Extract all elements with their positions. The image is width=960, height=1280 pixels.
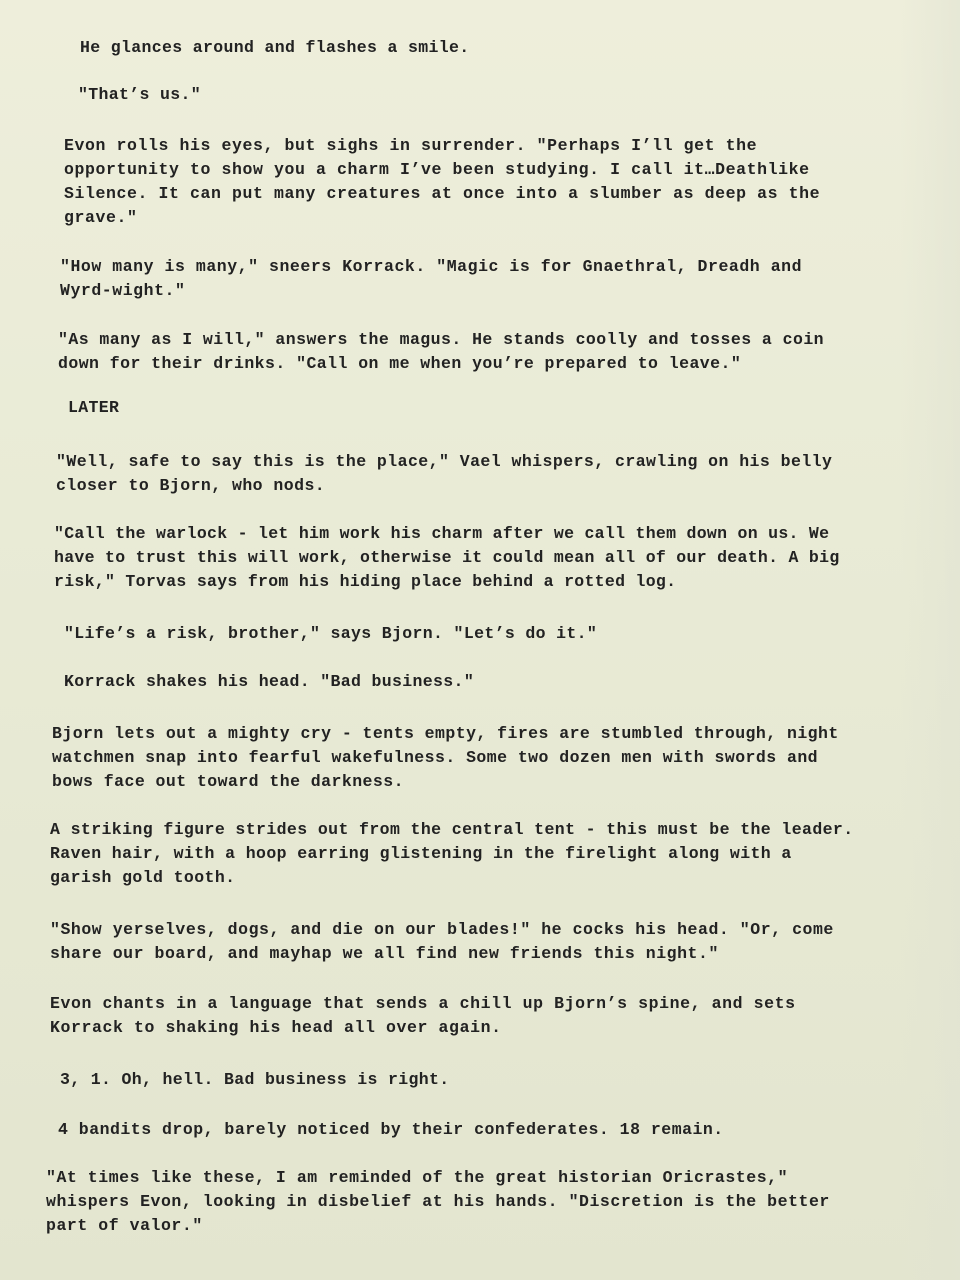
paragraph-3: Evon rolls his eyes, but sighs in surrender. "Perhaps I’ll get the opportunity to show you a charm I’ve been studying. I call it…Deathlike Silence. It can put many creatures at once into a slumber as deep as the grave."	[64, 136, 821, 227]
page-edge-shadow	[900, 0, 960, 1280]
paragraph-12: A striking figure strides out from the central tent - this must be the leader. Raven hair, with a hoop earring glistening in the firelight along with a garish gold tooth.	[50, 820, 854, 887]
paragraph-10: Korrack shakes his head. "Bad business."	[64, 672, 475, 691]
paragraph-8: "Call the warlock - let him work his charm after we call them down on us. We have to trust this will work, otherwise it could mean all of our death. A big risk," Torvas says from his hiding place behind a rotted log.	[54, 524, 840, 591]
paragraph-11: Bjorn lets out a mighty cry - tents empty, fires are stumbled through, night watchmen snap into fearful wakefulness. Some two dozen men with swords and bows face out toward the darkness.	[52, 724, 839, 791]
paragraph-4: "How many is many," sneers Korrack. "Magic is for Gnaethral, Dreadh and Wyrd-wight."	[60, 257, 803, 300]
paragraph-1: He glances around and flashes a smile.	[80, 38, 470, 57]
paragraph-9: "Life’s a risk, brother," says Bjorn. "Let’s do it."	[64, 624, 598, 643]
paragraph-13: "Show yerselves, dogs, and die on our blades!" he cocks his head. "Or, come share our board, and mayhap we all find new friends this night."	[50, 920, 834, 963]
paragraph-7: "Well, safe to say this is the place," Vael whispers, crawling on his belly closer to Bjorn, who nods.	[56, 452, 833, 495]
paragraph-17: "At times like these, I am reminded of the great historian Oricrastes," whispers Evon, looking in disbelief at his hands. "Discretion is the better part of valor."	[46, 1168, 830, 1235]
paragraph-14: Evon chants in a language that sends a chill up Bjorn’s spine, and sets Korrack to shaking his head all over again.	[50, 994, 796, 1037]
paragraph-15: 3, 1. Oh, hell. Bad business is right.	[60, 1070, 450, 1089]
paragraph-16: 4 bandits drop, barely noticed by their confederates. 18 remain.	[58, 1120, 724, 1139]
section-heading-later: LATER	[68, 398, 120, 417]
paragraph-2: "That’s us."	[78, 85, 202, 104]
paragraph-5: "As many as I will," answers the magus. He stands coolly and tosses a coin down for their drinks. "Call on me when you’re prepared to leave."	[58, 330, 825, 373]
